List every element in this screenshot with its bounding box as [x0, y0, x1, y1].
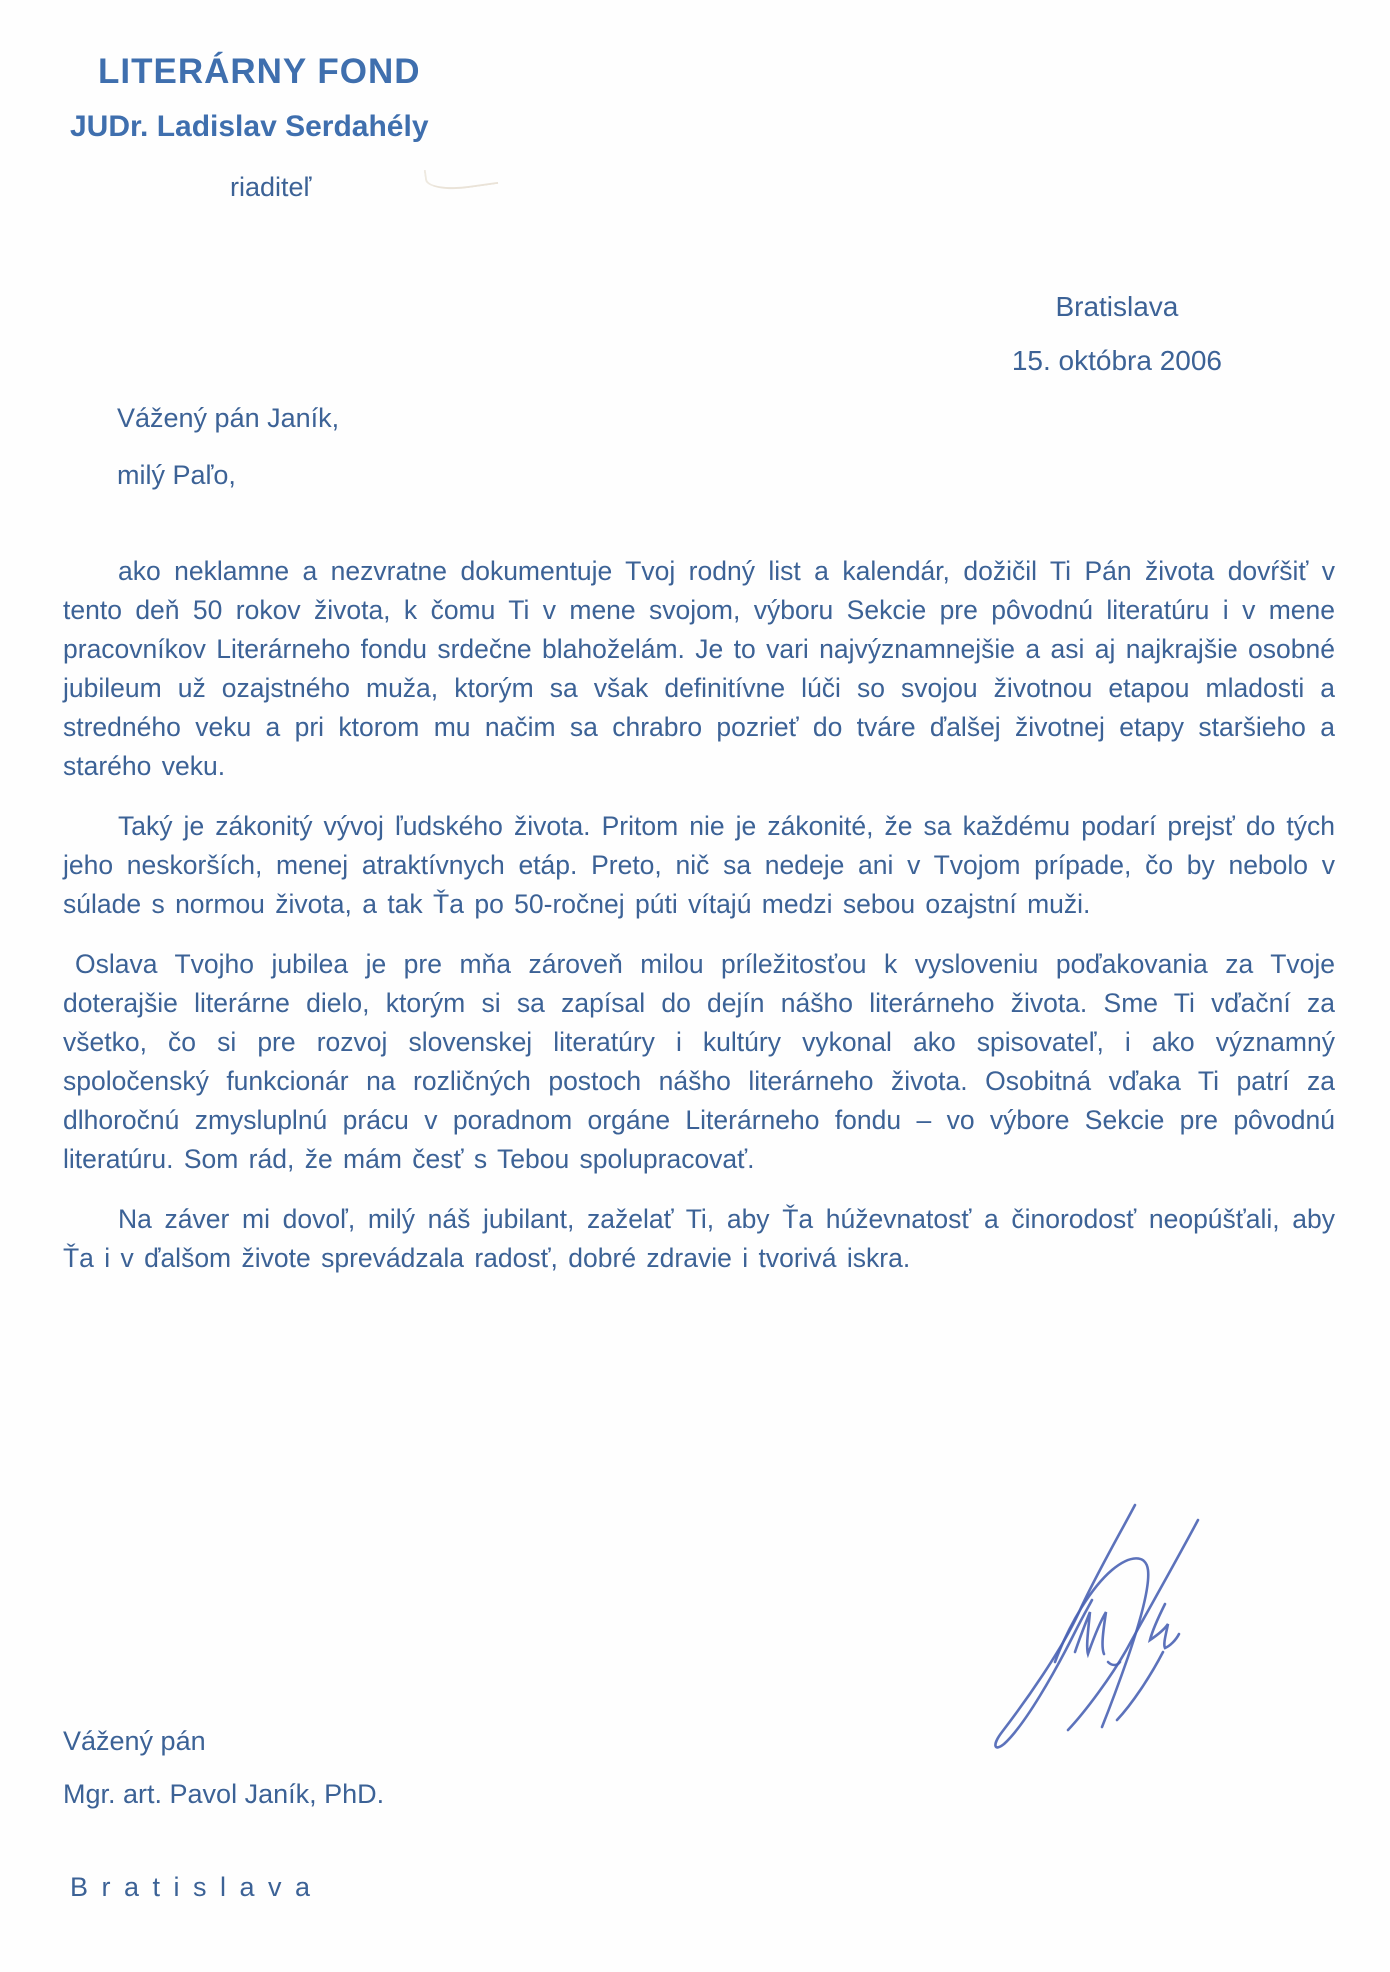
addressee-line1: Vážený pán: [63, 1726, 206, 1756]
salutation-line2: milý Paľo,: [117, 460, 236, 490]
handwritten-signature: [980, 1492, 1230, 1757]
letter-body: [63, 552, 1335, 1299]
dateline: [1012, 280, 1222, 388]
sender-title: riaditeľ: [230, 172, 312, 202]
salutation-line1: Vážený pán Janík,: [117, 403, 340, 433]
salutation: [117, 390, 339, 504]
sender-name: JUDr. Ladislav Serdahély: [70, 110, 429, 143]
addressee-city: B r a t i s l a v a: [70, 1872, 314, 1902]
addressee-block: [63, 1715, 384, 1821]
body-paragraph-2: Taký je zákonitý vývoj ľudského života. Pritom nie je zákonité, že sa každému podarí prejsť do tých jeho neskorších, menej atraktívnych etáp. Preto, nič sa nedeje ani v Tvojom prípade, čo by nebolo v súlade s normou života, a tak Ťa po 50-ročnej púti vítajú medzi sebou ozajstní muži.: [63, 811, 1335, 919]
dateline-city: Bratislava: [1055, 291, 1179, 322]
body-paragraph-1: ako neklamne a nezvratne dokumentuje Tvoj rodný list a kalendár, dožičil Ti Pán života dovŕšiť v tento deň 50 rokov života, k čomu Ti v mene svojom, výboru Sekcie pre pôvodnú literatúru i v mene pracovníkov Literárneho fondu srdečne blahoželám. Je to vari najvýznamnejšie a asi aj najkrajšie osobné jubileum už ozajstného muža, ktorým sa však definitívne lúči so svojou životnou etapou mladosti a stredného veku a pri ktorom mu načim sa chrabro pozrieť do tváre ďalšej životnej etapy staršieho a starého veku.: [63, 556, 1335, 781]
scan-artifact: [424, 160, 499, 194]
addressee-name: Mgr. art. Pavol Janík, PhD.: [63, 1779, 385, 1809]
body-paragraph-4: Na záver mi dovoľ, milý náš jubilant, zaželať Ti, aby Ťa húževnatosť a činorodosť neopúšťali, aby Ťa i v ďalšom živote sprevádzala radosť, dobré zdravie i tvorivá iskra.: [63, 1204, 1335, 1273]
body-paragraph-3: Oslava Tvojho jubilea je pre mňa zároveň milou príležitosťou k vysloveniu poďakovania za Tvoje doterajšie literárne dielo, ktorým si sa zapísal do dejín nášho literárneho života. Sme Ti vďační za všetko, čo si pre rozvoj slovenskej literatúry i kultúry vykonal ako spisovateľ, i ako významný spoločenský funkcionár na rozličných postoch nášho literárneho života. Osobitná vďaka Ti patrí za dlhoročnú zmysluplnú prácu v poradnom orgáne Literárneho fondu – vo výbore Sekcie pre pôvodnú literatúru. Som rád, že mám česť s Tebou spolupracovať.: [63, 949, 1335, 1174]
organization-name: LITERÁRNY FOND: [98, 52, 421, 91]
dateline-date: 15. októbra 2006: [1011, 345, 1222, 376]
